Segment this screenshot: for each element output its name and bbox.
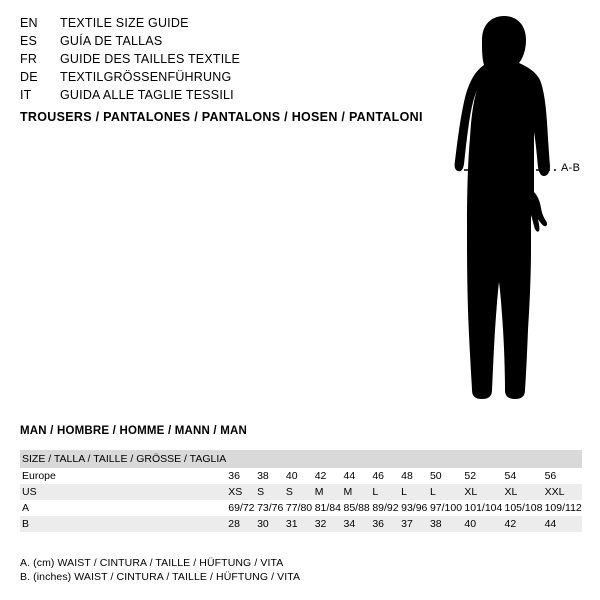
cell: 32 <box>313 516 342 532</box>
cell: XS <box>226 484 255 500</box>
cell <box>399 450 428 468</box>
cell: 56 <box>544 470 557 482</box>
cell: 73/76 <box>257 502 284 514</box>
cell: 42 <box>502 516 542 532</box>
cell <box>226 450 255 468</box>
language-code: FR <box>20 52 38 66</box>
cell: 50 <box>429 470 442 482</box>
cell: 109/112 <box>544 502 582 514</box>
size-table <box>20 450 582 532</box>
table-row <box>20 516 582 532</box>
cell: 30 <box>255 516 284 532</box>
cell <box>342 450 371 468</box>
cell: 44 <box>343 470 356 482</box>
cell: 44 <box>543 516 582 532</box>
language-row <box>20 68 380 86</box>
table-row <box>20 500 582 516</box>
language-row <box>20 50 380 68</box>
cell: 77/80 <box>285 502 313 514</box>
row-label: A <box>22 502 30 514</box>
cell: 97/100 <box>429 502 463 514</box>
cell: 52 <box>464 470 477 482</box>
cell: L <box>370 484 399 500</box>
cell: XL <box>462 484 502 500</box>
cell <box>313 450 342 468</box>
cell: 54 <box>504 470 517 482</box>
cell: L <box>399 484 428 500</box>
cell: 38 <box>428 516 462 532</box>
row-label: SIZE / TALLA / TAILLE / GRÖSSE / TAGLIA <box>20 450 226 468</box>
language-header <box>20 14 380 104</box>
language-code: EN <box>20 16 38 30</box>
man-silhouette-icon <box>420 10 590 410</box>
cell: 28 <box>226 516 255 532</box>
row-label: Europe <box>22 470 56 482</box>
cell <box>428 450 462 468</box>
cell: L <box>428 484 462 500</box>
language-row <box>20 14 380 32</box>
table-row <box>20 484 582 500</box>
cell: S <box>255 484 284 500</box>
cell: 105/108 <box>504 502 543 514</box>
garment-title: TROUSERS / PANTALONES / PANTALONS / HOSEN / PANTALONI <box>20 110 423 124</box>
cell <box>255 450 284 468</box>
cell: 46 <box>372 470 384 482</box>
cell: 37 <box>399 516 428 532</box>
language-text: GUÍA DE TALLAS <box>60 34 163 48</box>
language-row <box>20 86 380 104</box>
cell: 36 <box>228 470 240 482</box>
language-code: ES <box>20 34 38 48</box>
table-row <box>20 450 582 468</box>
cell <box>370 450 399 468</box>
measurement-label-ab: A-B <box>561 162 581 174</box>
cell: 38 <box>257 470 269 482</box>
row-label: US <box>20 484 226 500</box>
cell <box>462 450 502 468</box>
figure-illustration <box>420 10 590 410</box>
cell: M <box>313 484 342 500</box>
cell <box>543 450 582 468</box>
language-code: DE <box>20 70 38 84</box>
table-row <box>20 468 582 484</box>
row-label: B <box>20 516 226 532</box>
cell: 48 <box>401 470 413 482</box>
table-title: MAN / HOMBRE / HOMME / MANN / MAN <box>20 425 248 437</box>
cell: 42 <box>314 470 327 482</box>
cell: 93/96 <box>401 502 428 514</box>
cell: XL <box>502 484 542 500</box>
cell: 85/88 <box>343 502 370 514</box>
cell <box>284 450 313 468</box>
language-row <box>20 32 380 50</box>
footnote-a: A. (cm) WAIST / CINTURA / TAILLE / HÜFTUNG / VITA <box>20 557 284 569</box>
cell: M <box>342 484 371 500</box>
language-text: GUIDE DES TAILLES TEXTILE <box>60 52 241 66</box>
language-text: TEXTILGRÖSSENFÜHRUNG <box>60 70 232 84</box>
cell: 89/92 <box>372 502 399 514</box>
cell: 40 <box>285 470 298 482</box>
cell: 69/72 <box>228 502 255 514</box>
language-text: GUIDA ALLE TAGLIE TESSILI <box>60 88 234 102</box>
language-text: TEXTILE SIZE GUIDE <box>60 16 189 30</box>
footnote-b: B. (inches) WAIST / CINTURA / TAILLE / HÜFTUNG / VITA <box>20 571 301 583</box>
cell: S <box>284 484 313 500</box>
cell: 34 <box>342 516 371 532</box>
cell: 40 <box>462 516 502 532</box>
language-code: IT <box>20 88 32 102</box>
cell: 36 <box>370 516 399 532</box>
cell <box>502 450 542 468</box>
footnotes <box>20 556 300 584</box>
cell: XXL <box>543 484 582 500</box>
cell: 31 <box>284 516 313 532</box>
cell: 81/84 <box>314 502 341 514</box>
cell: 101/104 <box>464 502 503 514</box>
